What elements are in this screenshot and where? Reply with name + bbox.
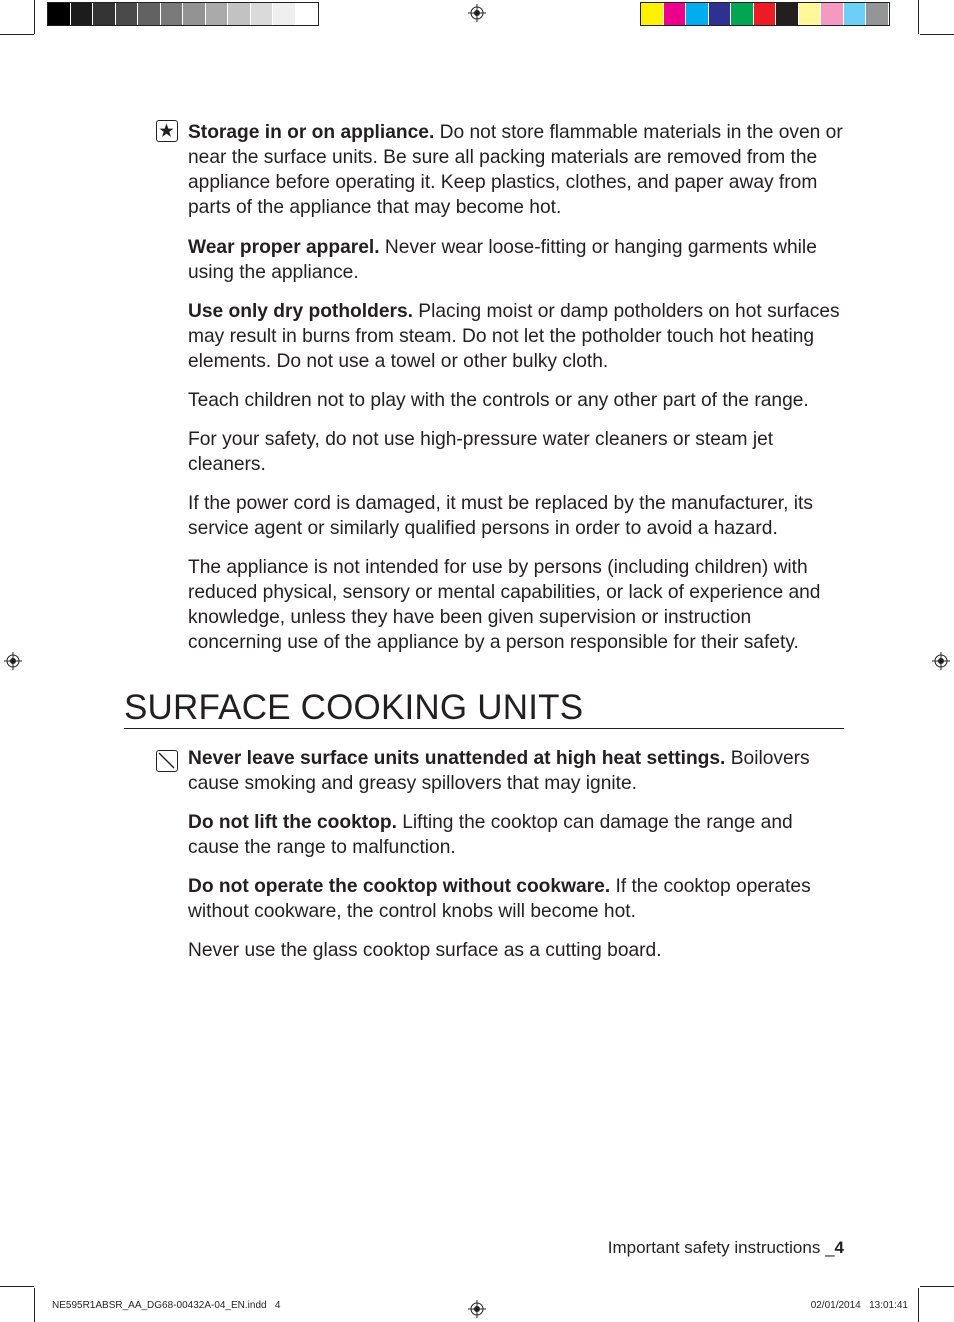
crop-mark (34, 0, 35, 34)
crop-mark (34, 1288, 35, 1322)
paragraph: Never use the glass cooktop surface as a cutting board. (188, 940, 662, 961)
paragraph: For your safety, do not use high-pressure water cleaners or steam jet cleaners. (188, 429, 774, 475)
footer-label: Important safety instructions _ (607, 1238, 835, 1257)
safety-block-storage (188, 120, 848, 655)
prohibited-icon (156, 750, 178, 772)
registration-mark-icon (468, 1300, 486, 1318)
color-swatch (754, 3, 777, 25)
color-swatch (709, 3, 732, 25)
color-swatch (664, 3, 687, 25)
paragraph: The appliance is not intended for use by persons (including children) with reduced physical, sensory or mental capabilities, or lack of experience and knowledge, unless they have been given supervision or instruction concerning use of the appliance by a person responsible for their safety. (188, 557, 821, 653)
color-swatch (161, 3, 184, 25)
page-footer (608, 1238, 844, 1258)
color-swatch (844, 3, 867, 25)
paragraph: Use only dry potholders. Placing moist or damp potholders on hot surfaces may result in burns from steam. Do not let the potholder touch hot heating elements. Do not use a towel or other bulky cloth. (188, 301, 840, 372)
crop-mark (918, 0, 919, 34)
page-number: 4 (834, 1238, 844, 1257)
safety-block-surface-units (188, 746, 848, 963)
crop-mark (0, 1286, 34, 1287)
color-swatch (799, 3, 822, 25)
star-icon (156, 120, 178, 142)
crop-mark (920, 34, 954, 35)
paragraph: Do not operate the cooktop without cookware. If the cooktop operates without cookware, the control knobs will become hot. (188, 876, 811, 922)
section-title: SURFACE COOKING UNITS (124, 688, 844, 729)
crop-mark (0, 34, 34, 35)
process-color-bar (640, 2, 890, 26)
registration-mark-icon (468, 4, 486, 22)
color-swatch (138, 3, 161, 25)
color-swatch (821, 3, 844, 25)
paragraph: If the power cord is damaged, it must be replaced by the manufacturer, its service agent or similarly qualified persons in order to avoid a hazard. (188, 493, 813, 539)
color-swatch (273, 3, 296, 25)
grayscale-color-bar (47, 2, 319, 26)
slug-timestamp: 02/01/2014 13:01:41 (810, 1300, 908, 1311)
paragraph: Wear proper apparel. Never wear loose-fitting or hanging garments while using the appliance. (188, 237, 817, 283)
color-swatch (93, 3, 116, 25)
paragraph: Teach children not to play with the controls or any other part of the range. (188, 390, 809, 411)
registration-mark-icon (932, 652, 950, 670)
color-swatch (731, 3, 754, 25)
paragraph: Storage in or on appliance. Do not store flammable materials in the oven or near the surface units. Be sure all packing materials are removed from the appliance before operating it. Keep plastics, clothes, and paper away from parts of the appliance that may become hot. (188, 122, 843, 218)
color-swatch (228, 3, 251, 25)
color-swatch (48, 3, 71, 25)
color-swatch (116, 3, 139, 25)
slug-filename: NE595R1ABSR_AA_DG68-00432A-04_EN.indd 4 (52, 1300, 281, 1311)
color-swatch (866, 3, 889, 25)
registration-mark-icon (4, 652, 22, 670)
color-swatch (71, 3, 94, 25)
color-swatch (206, 3, 229, 25)
color-swatch (296, 3, 319, 25)
color-swatch (776, 3, 799, 25)
color-swatch (183, 3, 206, 25)
paragraph: Do not lift the cooktop. Lifting the cooktop can damage the range and cause the range to malfunction. (188, 812, 793, 858)
color-swatch (686, 3, 709, 25)
crop-mark (920, 1286, 954, 1287)
paragraph: Never leave surface units unattended at high heat settings. Boilovers cause smoking and greasy spillovers that may ignite. (188, 748, 810, 794)
color-swatch (251, 3, 274, 25)
crop-mark (918, 1288, 919, 1322)
color-swatch (641, 3, 664, 25)
